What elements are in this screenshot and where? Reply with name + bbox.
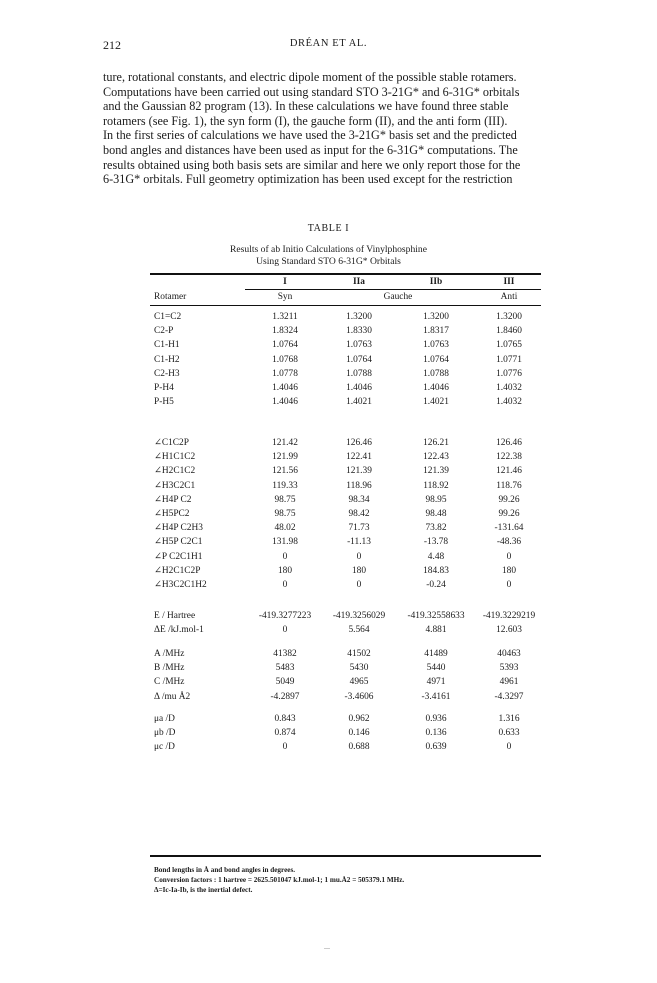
cell-value: 5430 <box>349 663 369 674</box>
cell-value: 121.42 <box>272 438 298 448</box>
cell-value: 0.936 <box>425 714 447 724</box>
cell-value: -4.3297 <box>494 691 524 702</box>
col-header-roman: III <box>503 277 515 287</box>
cell-value: -419.3256029 <box>332 611 386 621</box>
row-label: P-H5 <box>154 397 174 408</box>
table-row <box>150 623 545 637</box>
cell-value: 1.4046 <box>423 383 449 393</box>
cell-value: -11.13 <box>347 537 371 548</box>
table-row <box>150 578 545 592</box>
cell-value: 98.42 <box>348 509 370 519</box>
cell-value: 121.39 <box>423 466 449 477</box>
cell-value: 121.39 <box>346 466 372 477</box>
cell-value: 0 <box>356 580 362 590</box>
table-row <box>150 712 545 726</box>
cell-value: -419.3229219 <box>482 611 536 621</box>
cell-value: 122.38 <box>496 452 522 463</box>
cell-value: 126.46 <box>496 438 522 448</box>
row-label: E / Hartree <box>154 611 196 621</box>
table-row <box>150 647 545 661</box>
cell-value: 126.46 <box>346 438 372 448</box>
table-row <box>150 564 545 578</box>
cell-value: 0 <box>282 625 288 636</box>
cell-value: 1.316 <box>498 714 520 724</box>
row-label: C1-H1 <box>154 340 180 351</box>
cell-value: 1.4046 <box>272 397 298 408</box>
roman-header-row <box>150 275 545 289</box>
table-row <box>150 535 545 549</box>
cell-value: 121.56 <box>272 466 298 477</box>
body-line: results obtained using both basis sets are similar and here we only report those for the <box>103 157 521 172</box>
cell-value: 118.76 <box>496 480 522 491</box>
row-label: ∠C1C2P <box>154 438 189 448</box>
cell-value: 1.8460 <box>496 326 522 337</box>
table-row <box>150 493 545 507</box>
cell-value: 1.3200 <box>346 312 372 322</box>
page-mark <box>324 948 330 949</box>
cell-value: 1.0763 <box>423 340 449 351</box>
cell-value: 1.4021 <box>346 397 372 408</box>
row-label: ∠H4P C2H3 <box>154 523 203 534</box>
cell-value: 0 <box>506 742 512 753</box>
form-gauche: Gauche <box>383 292 413 302</box>
row-label: ∠H2C1C2 <box>154 466 196 477</box>
row-label: ∠H3C2C1H2 <box>154 580 207 590</box>
row-label: C2-H3 <box>154 368 180 379</box>
body-line: rotamers (see Fig. 1), the syn form (I), the gauche form (II), and the anti form (III). <box>103 113 508 128</box>
cell-value: -13.78 <box>423 537 449 548</box>
table-row <box>150 675 545 689</box>
table-caption <box>0 244 657 267</box>
footnote: Bond lengths in Å and bond angles in degrees. <box>154 866 296 874</box>
cell-value: 41382 <box>273 649 297 659</box>
cell-value: 118.92 <box>423 480 449 491</box>
cell-value: 0 <box>282 551 288 562</box>
cell-value: 41502 <box>347 649 371 659</box>
cell-value: 4961 <box>499 677 519 688</box>
cell-value: 1.0764 <box>423 354 449 365</box>
cell-value: 1.3200 <box>496 312 522 322</box>
table-row <box>150 450 545 464</box>
cell-value: 40463 <box>497 649 521 659</box>
rotamer-label: Rotamer <box>154 292 187 302</box>
cell-value: 180 <box>351 565 367 576</box>
col-header-roman: IIa <box>353 277 365 287</box>
cell-value: 1.0764 <box>272 340 298 351</box>
row-label: C /MHz <box>154 677 185 688</box>
cell-value: 1.4032 <box>496 383 522 393</box>
cell-value: 0.874 <box>274 728 296 739</box>
cell-value: 180 <box>501 565 517 576</box>
cell-value: 99.26 <box>498 494 520 505</box>
cell-value: 1.4046 <box>272 383 298 393</box>
cell-value: 0.688 <box>348 742 370 753</box>
table-row <box>150 353 545 367</box>
row-label: C2-P <box>154 326 174 337</box>
rotamer-header-row <box>150 290 545 304</box>
cell-value: 0.146 <box>348 728 370 739</box>
cell-value: 1.8330 <box>346 326 372 337</box>
body-line: ture, rotational constants, and electric dipole moment of the possible stable rotamers. <box>103 70 517 84</box>
row-label: ∠P C2C1H1 <box>154 551 203 562</box>
cell-value: 0.633 <box>498 728 520 739</box>
cell-value: 5.564 <box>348 625 370 636</box>
form-anti: Anti <box>500 292 518 302</box>
form-syn: Syn <box>277 292 293 302</box>
cell-value: 1.4032 <box>496 397 522 408</box>
cell-value: 0.962 <box>348 714 370 724</box>
cell-value: 1.0788 <box>346 368 372 379</box>
cell-value: 1.0776 <box>496 368 522 379</box>
cell-value: 1.3211 <box>272 312 298 322</box>
table-row <box>150 436 545 450</box>
cell-value: 1.8324 <box>272 326 298 337</box>
cell-value: 0.639 <box>425 742 447 753</box>
table-footnotes <box>154 865 404 895</box>
cell-value: 0.136 <box>425 728 447 739</box>
cell-value: 180 <box>277 565 293 576</box>
col-header-roman: IIb <box>429 277 443 287</box>
row-label: C1-H2 <box>154 354 180 365</box>
cell-value: 4971 <box>426 677 446 688</box>
table-row <box>150 395 545 409</box>
cell-value: 5393 <box>499 663 519 674</box>
body-line: 6-31G* orbitals. Full geometry optimization has been used except for the restriction <box>103 172 513 187</box>
cell-value: -419.32558633 <box>407 611 465 621</box>
cell-value: 73.82 <box>425 523 447 534</box>
cell-value: 98.75 <box>274 509 296 519</box>
table-row <box>150 690 545 704</box>
cell-value: 1.0763 <box>346 340 372 351</box>
row-label: C1=C2 <box>154 312 182 322</box>
cell-value: -419.3277223 <box>258 611 312 621</box>
cell-value: 5440 <box>426 663 446 674</box>
table-row <box>150 338 545 352</box>
cell-value: 1.3200 <box>423 312 449 322</box>
row-label: B /MHz <box>154 663 185 674</box>
table-row <box>150 367 545 381</box>
row-label: μa /D <box>154 714 175 724</box>
cell-value: 184.83 <box>423 565 449 576</box>
cell-value: -4.2897 <box>270 691 300 702</box>
body-line: and the Gaussian 82 program (13). In these calculations we have found three stable <box>103 99 509 114</box>
row-label: ∠H5P C2C1 <box>154 537 203 548</box>
table-label: TABLE I <box>307 223 350 234</box>
cell-value: 121.99 <box>272 452 298 463</box>
table-row <box>150 464 545 478</box>
cell-value: 1.4021 <box>423 397 449 408</box>
cell-value: 48.02 <box>274 523 296 534</box>
cell-value: 1.0765 <box>496 340 522 351</box>
row-label: ∠H2C1C2P <box>154 565 201 576</box>
footnote: Conversion factors : 1 hartree = 2625.501047 kJ.mol-1; 1 mu.Å2 = 505379.1 MHz. <box>154 876 405 884</box>
cell-value: 122.43 <box>423 452 449 463</box>
row-label: μb /D <box>154 728 176 739</box>
cell-value: -131.64 <box>494 523 524 534</box>
cell-value: 4965 <box>349 677 369 688</box>
cell-value: 119.33 <box>272 480 298 491</box>
cell-value: 98.75 <box>274 494 296 505</box>
cell-value: 0 <box>356 551 362 562</box>
table-row <box>150 381 545 395</box>
cell-value: 0 <box>282 580 288 590</box>
body-line: bond angles and distances have been used as input for the 6-31G* computations. The <box>103 142 518 157</box>
cell-value: 98.34 <box>348 494 370 505</box>
row-label: A /MHz <box>154 649 185 659</box>
cell-value: 41489 <box>424 649 448 659</box>
page-number: 212 <box>103 38 121 52</box>
caption-line: Using Standard STO 6-31G* Orbitals <box>256 255 401 267</box>
cell-value: 122.41 <box>346 452 372 463</box>
cell-value: 1.4046 <box>346 383 372 393</box>
cell-value: 12.603 <box>496 625 522 636</box>
body-line: Computations have been carried out using standard STO 3-21G* and 6-31G* orbitals <box>103 84 520 99</box>
running-head: DRÉAN ET AL. <box>289 38 368 49</box>
row-label: ∠H1C1C2 <box>154 452 196 463</box>
footnote: Δ=Ic-Ia-Ib, is the inertial defect. <box>154 886 253 894</box>
table-row <box>150 521 545 535</box>
cell-value: -0.24 <box>426 580 446 590</box>
table-row <box>150 740 545 754</box>
table-row <box>150 550 545 564</box>
cell-value: 1.0771 <box>496 354 522 365</box>
caption-line: Results of ab Initio Calculations of Vinylphosphine <box>230 244 427 255</box>
row-label: ∠H3C2C1 <box>154 480 196 491</box>
row-label: ∠H4P C2 <box>154 494 192 505</box>
cell-value: 1.0768 <box>272 354 298 365</box>
row-label: P-H4 <box>154 383 174 393</box>
body-line: In the first series of calculations we have used the 3-21G* basis set and the predicted <box>103 128 517 143</box>
table-row <box>150 310 545 324</box>
cell-value: 4.881 <box>425 625 447 636</box>
header-bottom-rule <box>150 305 541 306</box>
cell-value: 71.73 <box>348 523 370 534</box>
cell-value: 0.843 <box>274 714 296 724</box>
table-row <box>150 661 545 675</box>
cell-value: 0 <box>506 580 512 590</box>
cell-value: 1.0764 <box>346 354 372 365</box>
col-header-roman: I <box>283 277 287 287</box>
body-paragraph <box>103 70 563 187</box>
table-bottom-rule <box>150 855 541 857</box>
cell-value: 98.95 <box>425 494 447 505</box>
cell-value: -3.4161 <box>421 691 451 702</box>
row-label: μc /D <box>154 742 175 753</box>
cell-value: 5049 <box>275 677 295 688</box>
row-label: Δ /mu Å2 <box>154 691 191 702</box>
cell-value: -48.36 <box>496 537 522 548</box>
table-row <box>150 726 545 740</box>
cell-value: 1.0788 <box>423 368 449 379</box>
cell-value: 1.0778 <box>272 368 298 379</box>
row-label: ΔE /kJ.mol-1 <box>154 625 204 636</box>
cell-value: 0 <box>506 551 512 562</box>
row-label: ∠H5PC2 <box>154 509 190 519</box>
cell-value: 121.46 <box>496 466 522 477</box>
cell-value: 5483 <box>275 663 295 674</box>
cell-value: 1.8317 <box>423 326 449 337</box>
cell-value: 118.96 <box>346 480 372 491</box>
cell-value: 4.48 <box>427 551 445 562</box>
table-row <box>150 507 545 521</box>
table-row <box>150 609 545 623</box>
cell-value: 126.21 <box>423 438 449 448</box>
cell-value: -3.4606 <box>344 691 374 702</box>
table-row <box>150 324 545 338</box>
cell-value: 0 <box>282 742 288 753</box>
cell-value: 99.26 <box>498 509 520 519</box>
table-row <box>150 479 545 493</box>
cell-value: 131.98 <box>272 537 298 548</box>
cell-value: 98.48 <box>425 509 447 519</box>
